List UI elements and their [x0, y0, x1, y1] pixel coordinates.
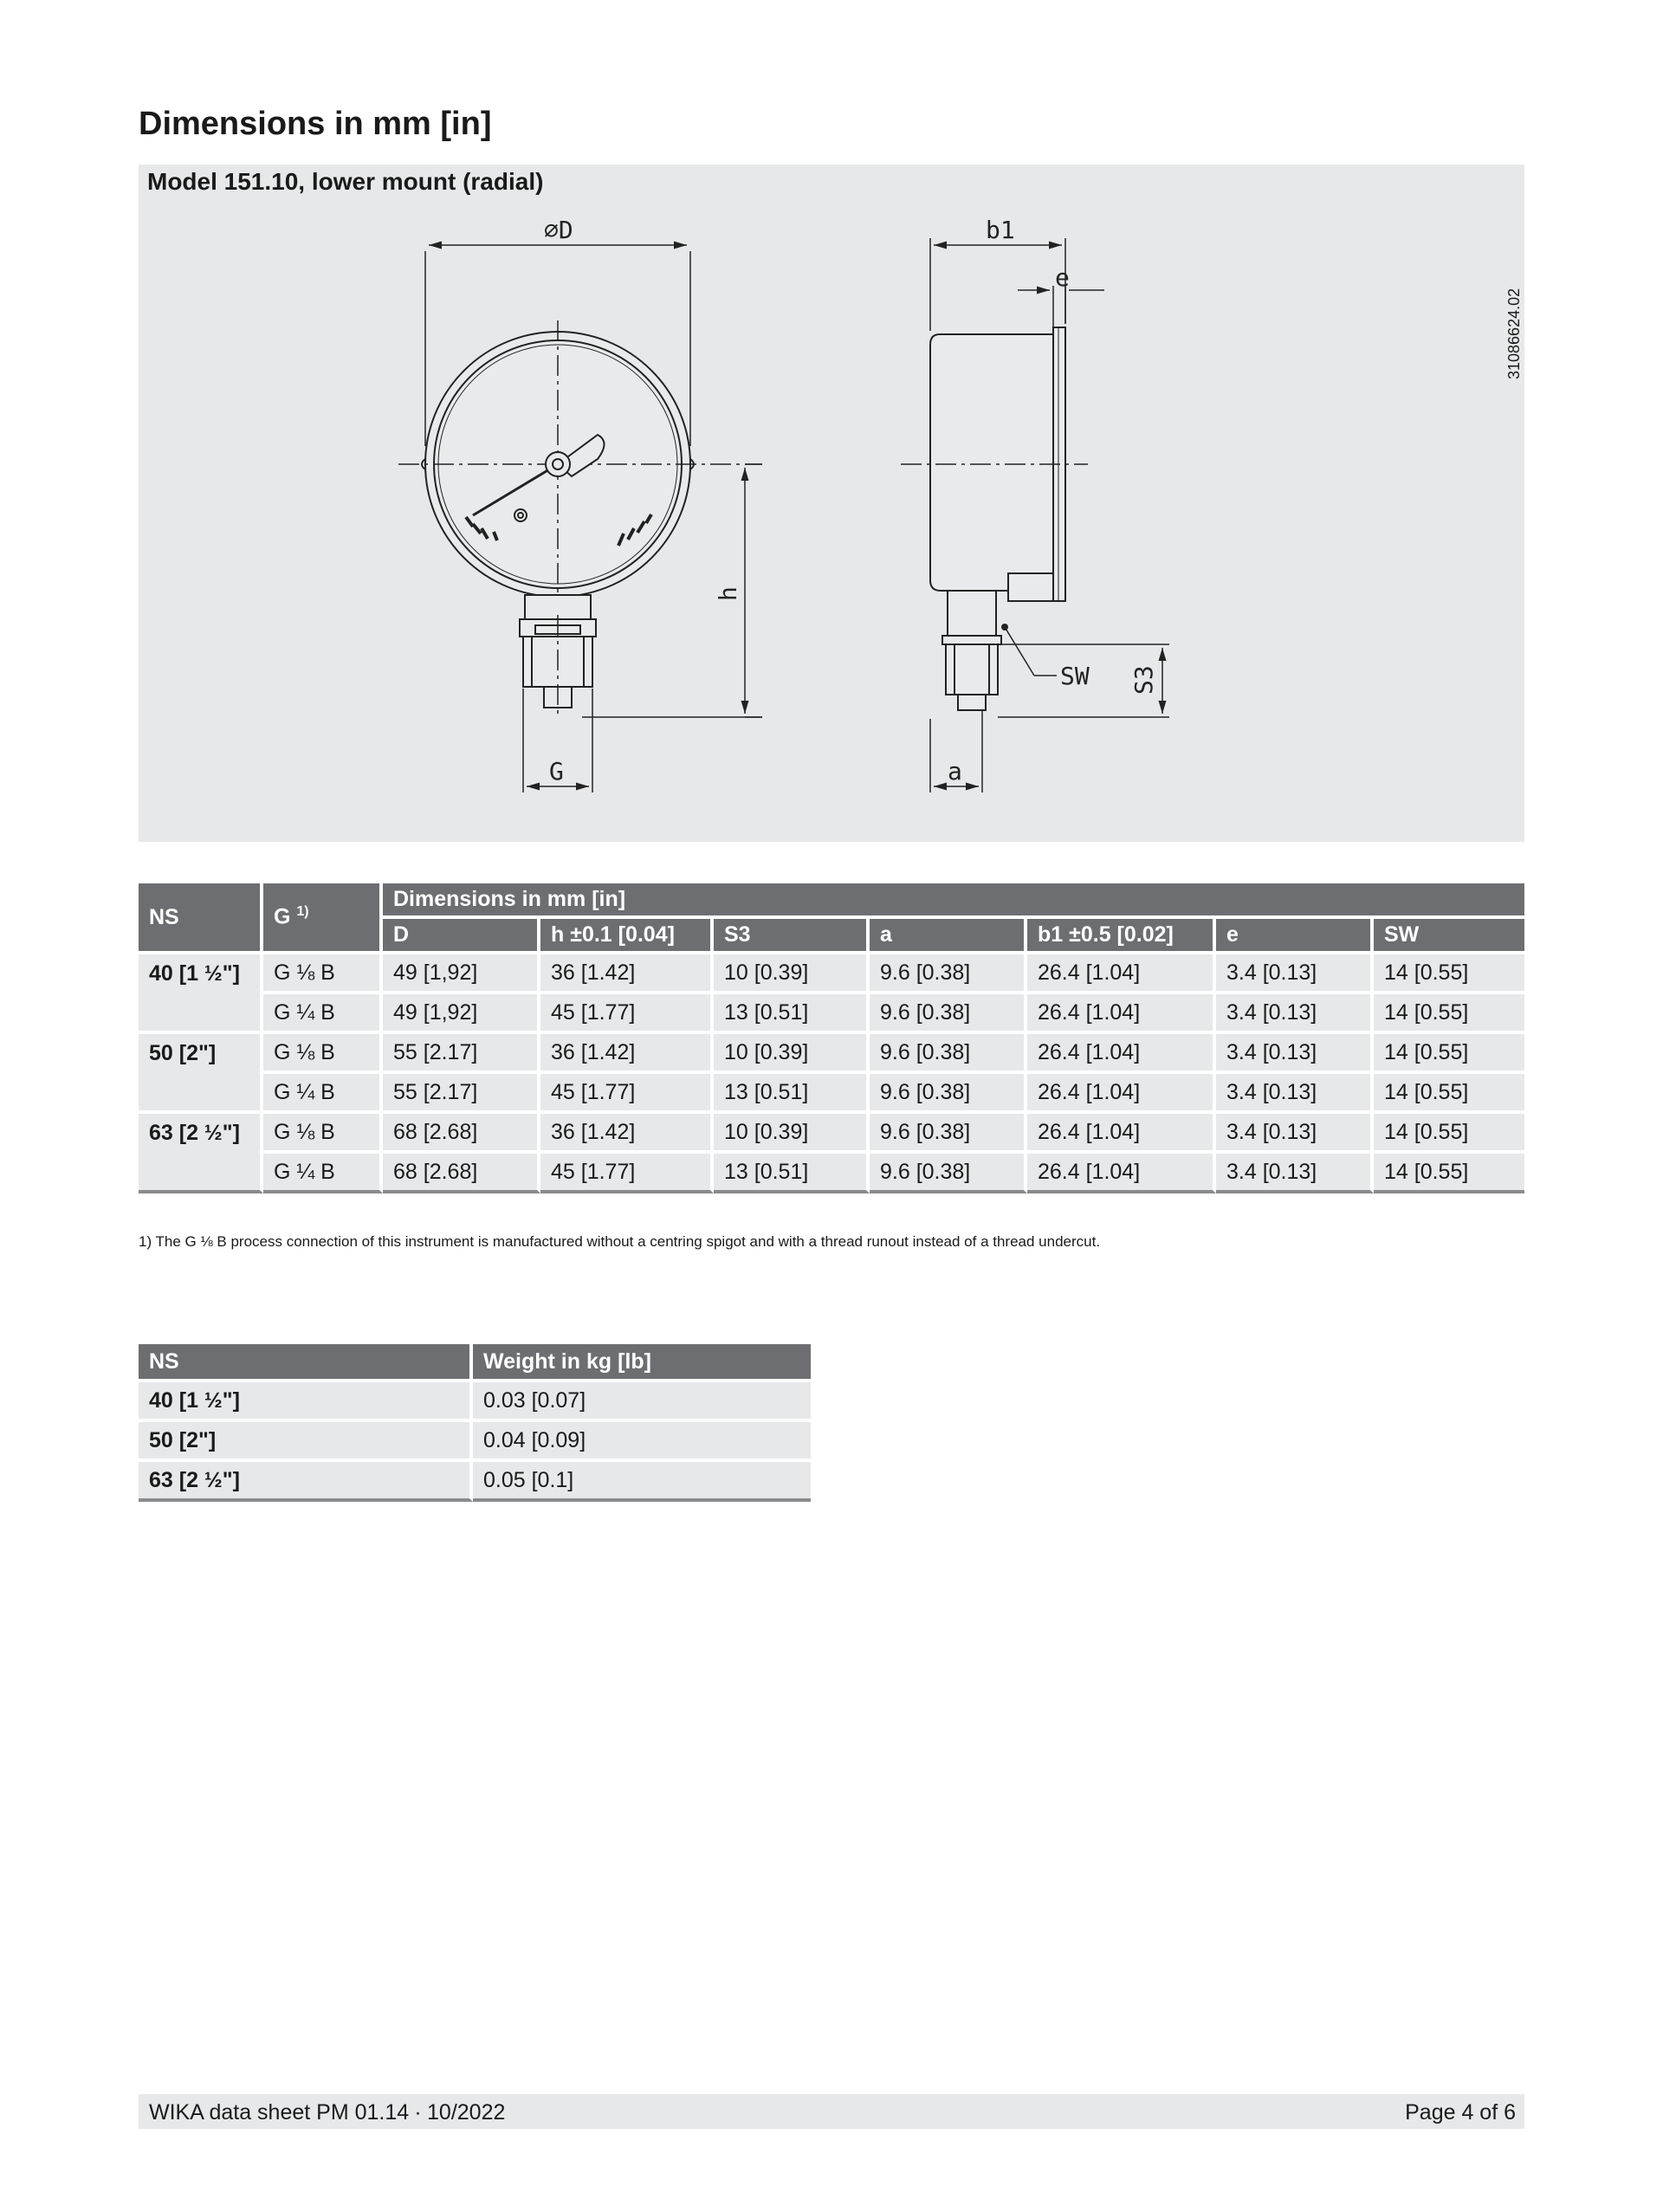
- dim-label-diameter: ⌀D: [544, 216, 573, 244]
- table-cell: 3.4 [0.13]: [1216, 1154, 1374, 1193]
- ns-cell: 40 [1 ½"]: [139, 1382, 473, 1422]
- table-cell: 14 [0.55]: [1374, 1034, 1524, 1074]
- table-cell: 3.4 [0.13]: [1216, 1114, 1374, 1154]
- table-cell: 14 [0.55]: [1374, 1074, 1524, 1114]
- table-cell: 9.6 [0.38]: [870, 954, 1027, 994]
- table-cell: 36 [1.42]: [540, 1114, 714, 1154]
- dim-label-e: e: [1055, 263, 1070, 292]
- table-cell: 45 [1.77]: [540, 1154, 714, 1193]
- table-cell: 26.4 [1.04]: [1027, 1154, 1216, 1193]
- ns-cell: 63 [2 ½"]: [139, 1114, 263, 1193]
- table-cell: 9.6 [0.38]: [870, 1114, 1027, 1154]
- table-cell: 9.6 [0.38]: [870, 994, 1027, 1034]
- table-cell: 14 [0.55]: [1374, 1154, 1524, 1193]
- page-number: Page 4 of 6: [1405, 2100, 1516, 2125]
- table-row: [139, 1382, 811, 1422]
- dim-label-sw: SW: [1060, 662, 1090, 690]
- col-header-weight: Weight in kg [lb]: [473, 1344, 811, 1382]
- dim-label-g: G: [549, 757, 564, 786]
- col-header-h: h ±0.1 [0.04]: [540, 919, 714, 954]
- col-header-sw: SW: [1374, 919, 1524, 954]
- table-cell: 14 [0.55]: [1374, 954, 1524, 994]
- ns-cell: 50 [2"]: [139, 1034, 263, 1114]
- table-row: [139, 994, 1524, 1034]
- table-cell: 26.4 [1.04]: [1027, 1074, 1216, 1114]
- dim-label-a: a: [948, 757, 962, 786]
- dimensions-table: [139, 883, 1524, 1193]
- table-cell: 36 [1.42]: [540, 954, 714, 994]
- table-row: [139, 1034, 1524, 1074]
- table-row: [139, 1074, 1524, 1114]
- col-header-e: e: [1216, 919, 1374, 954]
- table-cell: 45 [1.77]: [540, 1074, 714, 1114]
- footnote: 1) The G ⅛ B process connection of this instrument is manufactured without a centring spigot and with a thread runout instead of a thread undercut.: [139, 1233, 1101, 1250]
- col-header-ns: NS: [139, 883, 263, 954]
- col-header-g: [263, 883, 383, 954]
- table-cell: 49 [1,92]: [383, 994, 540, 1034]
- table-cell: 26.4 [1.04]: [1027, 994, 1216, 1034]
- table-row: [139, 954, 1524, 994]
- col-header-a: a: [870, 919, 1027, 954]
- front-view: [398, 320, 762, 719]
- table-cell: 3.4 [0.13]: [1216, 954, 1374, 994]
- drawing-caption: Model 151.10, lower mount (radial): [147, 168, 544, 195]
- table-cell: 13 [0.51]: [714, 994, 870, 1034]
- g-cell: G ¼ B: [263, 1154, 383, 1193]
- table-cell: 26.4 [1.04]: [1027, 1034, 1216, 1074]
- dim-label-b1: b1: [986, 216, 1015, 244]
- table-cell: 49 [1,92]: [383, 954, 540, 994]
- table-cell: 68 [2.68]: [383, 1154, 540, 1193]
- table-row: [139, 1422, 811, 1462]
- technical-drawing: [139, 165, 1524, 842]
- ns-cell: 40 [1 ½"]: [139, 954, 263, 1034]
- weight-cell: 0.05 [0.1]: [473, 1462, 811, 1502]
- ns-cell: 50 [2"]: [139, 1422, 473, 1462]
- table-row: [139, 1462, 811, 1502]
- col-header-ns: NS: [139, 1344, 473, 1382]
- table-cell: 13 [0.51]: [714, 1154, 870, 1193]
- table-cell: 10 [0.39]: [714, 1114, 870, 1154]
- table-cell: 3.4 [0.13]: [1216, 1034, 1374, 1074]
- dim-label-s3: S3: [1129, 665, 1158, 695]
- table-cell: 9.6 [0.38]: [870, 1074, 1027, 1114]
- col-header-group: Dimensions in mm [in]: [383, 883, 1524, 919]
- table-cell: 26.4 [1.04]: [1027, 1114, 1216, 1154]
- table-cell: 10 [0.39]: [714, 954, 870, 994]
- page-footer: [139, 2094, 1524, 2129]
- table-cell: 9.6 [0.38]: [870, 1154, 1027, 1193]
- table-cell: 45 [1.77]: [540, 994, 714, 1034]
- weight-table: [139, 1344, 811, 1502]
- footer-document-id: WIKA data sheet PM 01.14 ∙ 10/2022: [149, 2100, 506, 2125]
- g-cell: G ⅛ B: [263, 954, 383, 994]
- footnote-ref: 1): [296, 904, 309, 920]
- table-row: [139, 1154, 1524, 1193]
- col-header-d: D: [383, 919, 540, 954]
- table-cell: 14 [0.55]: [1374, 1114, 1524, 1154]
- table-cell: 55 [2.17]: [383, 1074, 540, 1114]
- table-cell: 68 [2.68]: [383, 1114, 540, 1154]
- dim-label-h: h: [714, 586, 742, 601]
- col-header-b1: b1 ±0.5 [0.02]: [1027, 919, 1216, 954]
- table-cell: 14 [0.55]: [1374, 994, 1524, 1034]
- table-cell: 26.4 [1.04]: [1027, 954, 1216, 994]
- weight-cell: 0.03 [0.07]: [473, 1382, 811, 1422]
- g-cell: G ⅛ B: [263, 1034, 383, 1074]
- table-cell: 10 [0.39]: [714, 1034, 870, 1074]
- drawing-number: 31086624.02: [1505, 288, 1523, 379]
- g-cell: G ⅛ B: [263, 1114, 383, 1154]
- table-cell: 36 [1.42]: [540, 1034, 714, 1074]
- table-cell: 3.4 [0.13]: [1216, 994, 1374, 1034]
- table-cell: 13 [0.51]: [714, 1074, 870, 1114]
- table-cell: 9.6 [0.38]: [870, 1034, 1027, 1074]
- side-view: [901, 327, 1088, 710]
- table-row: [139, 1114, 1524, 1154]
- page-title: Dimensions in mm [in]: [139, 106, 492, 142]
- weight-cell: 0.04 [0.09]: [473, 1422, 811, 1462]
- table-cell: 3.4 [0.13]: [1216, 1074, 1374, 1114]
- gauge-drawing-svg: [139, 165, 1524, 842]
- col-header-s3: S3: [714, 919, 870, 954]
- table-cell: 55 [2.17]: [383, 1034, 540, 1074]
- g-cell: G ¼ B: [263, 1074, 383, 1114]
- col-header-g-label: G: [274, 904, 291, 929]
- g-cell: G ¼ B: [263, 994, 383, 1034]
- ns-cell: 63 [2 ½"]: [139, 1462, 473, 1502]
